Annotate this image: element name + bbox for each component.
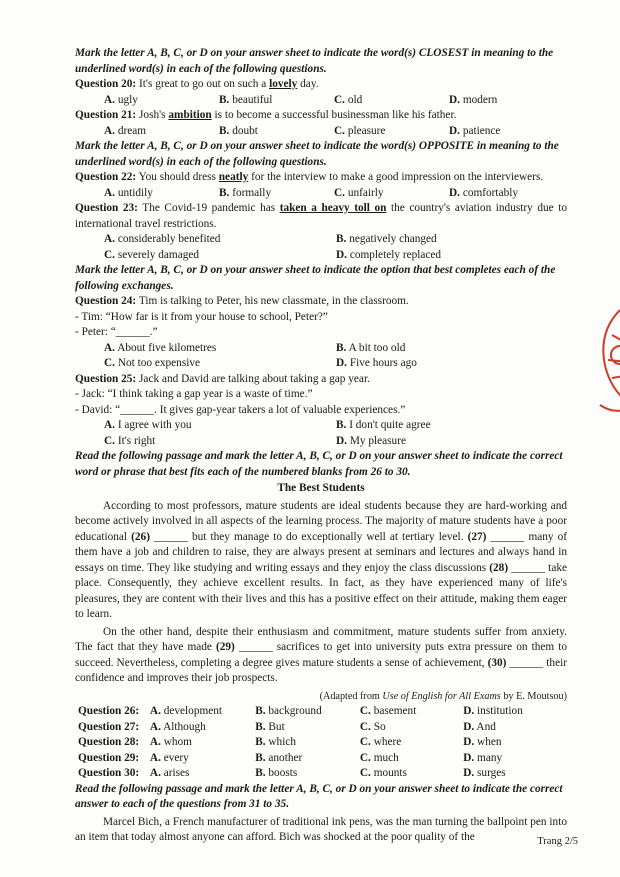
blank-30: (30) — [487, 656, 507, 669]
answer-row — [78, 704, 567, 720]
option-a[interactable]: A. dream — [104, 124, 147, 137]
options-24-row2 — [75, 356, 567, 372]
question-text-end: is to become a successful businessman like his father. — [211, 109, 457, 121]
option-d[interactable]: D. patience — [449, 124, 501, 137]
question-number: Question 27: — [78, 720, 140, 733]
blank-27: (27) — [467, 530, 487, 543]
answer-row — [78, 751, 567, 767]
option-c[interactable]: C. mounts — [359, 767, 407, 779]
option-b[interactable]: B. boosts — [255, 767, 298, 779]
option-c[interactable]: C. old — [334, 93, 363, 106]
question-text: You should dress — [138, 171, 219, 183]
option-b[interactable]: B. negatively changed — [336, 233, 437, 245]
option-d[interactable]: D. My pleasure — [336, 434, 406, 447]
question-number: Question 22: — [75, 171, 137, 183]
question-text: It's great to go out on such a — [139, 78, 270, 90]
question-text: Josh's — [139, 109, 169, 121]
options-25-row2 — [75, 434, 567, 450]
option-d[interactable]: D. Five hours ago — [336, 357, 417, 369]
option-a[interactable]: A. considerably benefited — [104, 233, 221, 245]
passage-paragraph-1: According to most professors, mature students are ideal students because they are hard-working and become actively involved in all aspects of the learning process. The majority of mature students have a poor educational (26) ______ but they manage to do exceptionally well at tertiary level. (27) ______ many of them have a job and children to raise, they are always present at seminars and lectures and always hand in essays on time. They like studying and writing essays and they enjoy the class discussions (28) ______ take place. Consequently, they achieve excellent results. In fact, as they have experienced many of life's pleasures, they are content with their lives and this has a positive effect on their attitude, making them eager to learn. — [75, 499, 568, 620]
option-c[interactable]: C. severely damaged — [104, 248, 200, 261]
blank-26: (26) — [131, 530, 150, 543]
dialogue-line: - David: “______. It gives gap-year takers a lot of valuable experiences.” — [75, 403, 406, 416]
option-d[interactable]: D. when — [463, 736, 502, 748]
option-b[interactable]: B. which — [255, 736, 296, 748]
question-text-end: for the interview to make a good impression on the interviewers. — [248, 171, 544, 183]
question-number: Question 21: — [75, 109, 137, 121]
option-d[interactable]: D. And — [463, 720, 496, 733]
underlined-word: neatly — [218, 171, 249, 183]
option-d[interactable]: D. surges — [463, 767, 506, 779]
option-b[interactable]: B. formally — [219, 186, 272, 199]
option-a[interactable]: A. About five kilometres — [104, 341, 217, 354]
question-number: Question 26: — [78, 705, 140, 717]
red-seal-stamp-icon — [590, 290, 620, 430]
option-d[interactable]: D. modern — [449, 93, 498, 106]
source-citation: (Adapted from Use of English for All Exams by E. Moutsou) — [319, 690, 567, 702]
option-a[interactable]: A. untidily — [104, 186, 153, 199]
option-b[interactable]: B. I don't quite agree — [336, 419, 431, 431]
question-number: Question 30: — [78, 767, 140, 779]
question-24 — [75, 294, 567, 310]
dialogue-line: - Tim: “How far is it from your house to school, Peter?” — [75, 310, 328, 323]
options-23-row2 — [75, 248, 567, 264]
option-a[interactable]: A. Although — [149, 720, 206, 733]
options-25 — [75, 418, 567, 434]
question-number: Question 23: — [75, 202, 138, 214]
option-b[interactable]: B. But — [255, 720, 285, 733]
option-d[interactable]: D. completely replaced — [336, 248, 442, 261]
question-text-end: the country's aviation industry due to international travel restrictions. — [75, 202, 568, 230]
option-d[interactable]: D. comfortably — [449, 186, 519, 199]
question-number: Question 25: — [75, 372, 137, 385]
option-a[interactable]: A. ugly — [104, 93, 138, 106]
option-b[interactable]: B. A bit too old — [336, 341, 406, 354]
option-c[interactable]: C. So — [359, 720, 386, 733]
option-a[interactable]: A. whom — [149, 736, 192, 748]
passage-paragraph-3: Marcel Bich, a French manufacturer of traditional ink pens, was the man turning the ballpoint pen into an item that today almost anyone can afford. Bich was shocked at the poor quality of the — [75, 815, 567, 843]
instruction-closest: Mark the letter A, B, C, or D on your answer sheet to indicate the word(s) CLOSEST in meaning to the underlined word(s) in each of the following questions. — [75, 47, 554, 75]
options-21 — [75, 124, 567, 140]
options-23 — [75, 232, 567, 248]
question-25 — [75, 372, 567, 388]
answer-row — [78, 720, 567, 736]
instruction-opposite: Mark the letter A, B, C, or D on your answer sheet to indicate the word(s) OPPOSITE in meaning to the underlined word(s) in each of the following questions. — [75, 140, 559, 168]
instruction-passage-1: Read the following passage and mark the letter A, B, C, or D on your answer sheet to indicate the correct word or phrase that best fits each of the numbered blanks from 26 to 30. — [75, 450, 563, 478]
question-21 — [75, 108, 567, 124]
page-number: Trang 2/5 — [537, 836, 578, 847]
options-20 — [75, 93, 567, 109]
instruction-passage-2: Read the following passage and mark the letter A, B, C, or D on your answer sheet to indicate the correct answer to each of the questions from 31 to 35. — [75, 782, 563, 810]
question-text: The Covid-19 pandemic has — [142, 202, 280, 214]
option-c[interactable]: C. much — [359, 751, 399, 764]
option-c[interactable]: C. Not too expensive — [104, 357, 201, 369]
question-number: Question 24: — [75, 295, 137, 307]
question-text-end: day. — [297, 78, 319, 90]
dialogue-line: - Peter: “______.” — [75, 326, 158, 338]
option-d[interactable]: D. institution — [463, 705, 523, 717]
question-number: Question 20: — [75, 78, 137, 90]
option-a[interactable]: A. I agree with you — [104, 419, 192, 431]
option-c[interactable]: C. pleasure — [334, 124, 386, 137]
question-23 — [75, 201, 567, 232]
option-a[interactable]: A. development — [149, 705, 223, 717]
option-a[interactable]: A. arises — [149, 767, 190, 779]
question-20 — [75, 77, 567, 93]
underlined-word: ambition — [168, 109, 212, 121]
option-c[interactable]: C. where — [359, 736, 402, 748]
dialogue-line: - Jack: “I think taking a gap year is a waste of time.” — [75, 388, 313, 400]
exam-page — [75, 46, 567, 848]
instruction-exchange: Mark the letter A, B, C, or D on your answer sheet to indicate the option that best completes each of the following exchanges. — [75, 264, 556, 292]
option-b[interactable]: B. another — [255, 751, 303, 764]
option-c[interactable]: C. unfairly — [334, 186, 384, 199]
answer-row — [78, 766, 567, 782]
option-c[interactable]: C. basement — [359, 705, 417, 717]
blank-29: (29) — [215, 641, 235, 653]
option-c[interactable]: C. It's right — [104, 434, 156, 447]
question-text: Jack and David are talking about taking a gap year. — [139, 372, 370, 385]
options-22 — [75, 186, 567, 202]
option-d[interactable]: D. many — [463, 751, 503, 764]
passage-title: The Best Students — [277, 482, 365, 494]
passage-paragraph-2: On the other hand, despite their enthusiasm and commitment, mature students suffer from anxiety. The fact that they have made (29) ______ sacrifices to get into university puts extra pressure on them to succeed. Nevertheless, completing a degree gives mature students a sense of achievement, (30) ______ their confidence and improves their job prospects. — [75, 625, 567, 684]
option-b[interactable]: B. beautiful — [219, 93, 273, 106]
underlined-word: lovely — [269, 78, 298, 90]
options-24 — [75, 341, 567, 357]
answer-table — [78, 704, 567, 782]
blank-28: (28) — [489, 561, 509, 574]
answer-row — [78, 735, 567, 751]
question-number: Question 29: — [78, 751, 140, 764]
question-22 — [75, 170, 567, 186]
underlined-phrase: taken a heavy toll on — [279, 202, 387, 214]
option-b[interactable]: B. background — [255, 705, 322, 717]
question-number: Question 28: — [78, 736, 140, 748]
option-a[interactable]: A. every — [149, 751, 189, 764]
question-text: Tim is talking to Peter, his new classmate, in the classroom. — [138, 295, 409, 307]
option-b[interactable]: B. doubt — [219, 124, 258, 137]
